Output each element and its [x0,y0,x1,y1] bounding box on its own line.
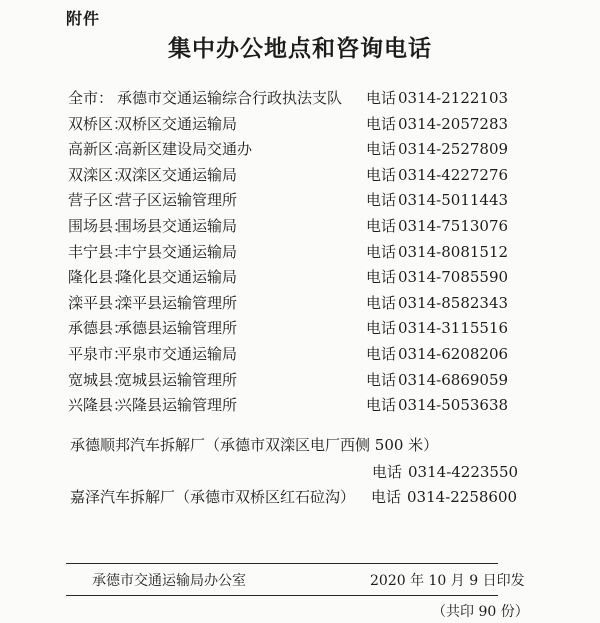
phone-label: 电话 [372,463,403,481]
contact-area: 隆化县： [68,268,129,287]
dismantler-jiaze-org: 嘉泽汽车拆解厂（承德市双桥区红石砬沟） [70,488,356,506]
phone-number: 0314-8081512 [398,242,509,261]
footer-copies: （共印 90 份） [432,604,529,620]
document-title: 集中办公地点和咨询电话 [168,36,432,62]
phone-number: 0314-5011443 [398,191,509,210]
phone-number: 0314-5053638 [398,396,509,415]
dismantler-jiaze-phone [371,486,517,507]
contact-org: 高新区建设局交通办 [117,140,253,159]
contact-org: 承德县运输管理所 [117,319,238,338]
contact-row [0,188,600,214]
footer-issuer: 承德市交通运输局办公室 [92,573,246,589]
contact-area: 宽城县： [68,370,129,389]
phone-label: 电话 [366,319,397,338]
contact-area: 围场县： [68,216,129,235]
contact-area: 全市： [68,89,114,107]
phone-number: 0314-4227276 [398,165,509,184]
phone-number: 0314-2527809 [398,140,509,159]
phone-label: 电话 [366,191,397,210]
contact-area: 高新区： [68,140,129,159]
phone-number: 0314-2057283 [398,114,509,133]
contact-row [0,137,600,163]
contact-row [0,291,600,317]
contact-area: 双桥区： [68,114,129,133]
phone-label: 电话 [366,344,397,363]
contact-org: 双滦区交通运输局 [117,165,238,184]
contact-area: 营子区： [68,191,129,210]
contact-org: 围场县交通运输局 [117,216,238,235]
phone-label: 电话 [366,140,397,159]
contact-org: 丰宁县交通运输局 [117,242,238,261]
contact-row [0,265,600,291]
phone-number: 0314-6869059 [398,370,509,389]
contact-row [0,393,600,419]
phone-number: 0314-6208206 [398,344,509,363]
attachment-label: 附件 [66,9,101,28]
contact-row [0,163,600,189]
contact-row [0,240,600,266]
phone-number: 0314-4223550 [408,463,519,481]
phone-label: 电话 [371,488,402,506]
phone-number: 0314-7513076 [398,216,509,235]
phone-label: 电话 [366,165,397,184]
contact-row [0,214,600,240]
phone-number: 0314-8582343 [398,293,509,312]
contact-area: 承德县： [68,319,129,338]
phone-label: 电话 [366,268,397,287]
phone-number: 0314-7085590 [398,268,509,287]
phone-number: 0314-2258600 [407,488,518,506]
phone-label: 电话 [366,396,397,415]
footer-rule-top [66,563,498,564]
phone-number: 0314-3115516 [398,319,509,338]
contact-row [0,368,600,394]
contact-org: 隆化县交通运输局 [117,268,238,287]
dismantler-shunbang-org: 承德顺邦汽车拆解厂（承德市双滦区电厂西侧 500 米） [70,436,439,454]
phone-label: 电话 [366,242,397,261]
contact-org: 滦平县运输管理所 [117,293,238,312]
phone-number: 0314-2122103 [398,89,509,107]
contact-row [0,112,600,138]
contact-area: 兴隆县： [68,396,129,415]
phone-label: 电话 [366,114,397,133]
phone-label: 电话 [366,370,397,389]
contact-org: 承德市交通运输综合行政执法支队 [117,89,343,107]
contact-org: 营子区运输管理所 [117,191,238,210]
contact-org: 双桥区交通运输局 [117,114,238,133]
contact-area: 双滦区： [68,165,129,184]
contact-row [0,342,600,368]
contact-org: 宽城县运输管理所 [117,370,238,389]
contact-org: 平泉市交通运输局 [117,344,238,363]
footer-date: 2020 年 10 月 9 日印发 [370,573,525,589]
contact-list [0,86,600,419]
contact-area: 丰宁县： [68,242,129,261]
dismantler-shunbang-phone [372,461,518,482]
contact-area: 滦平县： [68,293,129,312]
contact-row [0,316,600,342]
phone-label: 电话 [366,89,397,107]
phone-label: 电话 [366,293,397,312]
contact-area: 平泉市： [68,344,129,363]
contact-row [0,86,600,112]
footer-rule-bottom [66,595,498,596]
phone-label: 电话 [366,216,397,235]
contact-org: 兴隆县运输管理所 [117,396,238,415]
